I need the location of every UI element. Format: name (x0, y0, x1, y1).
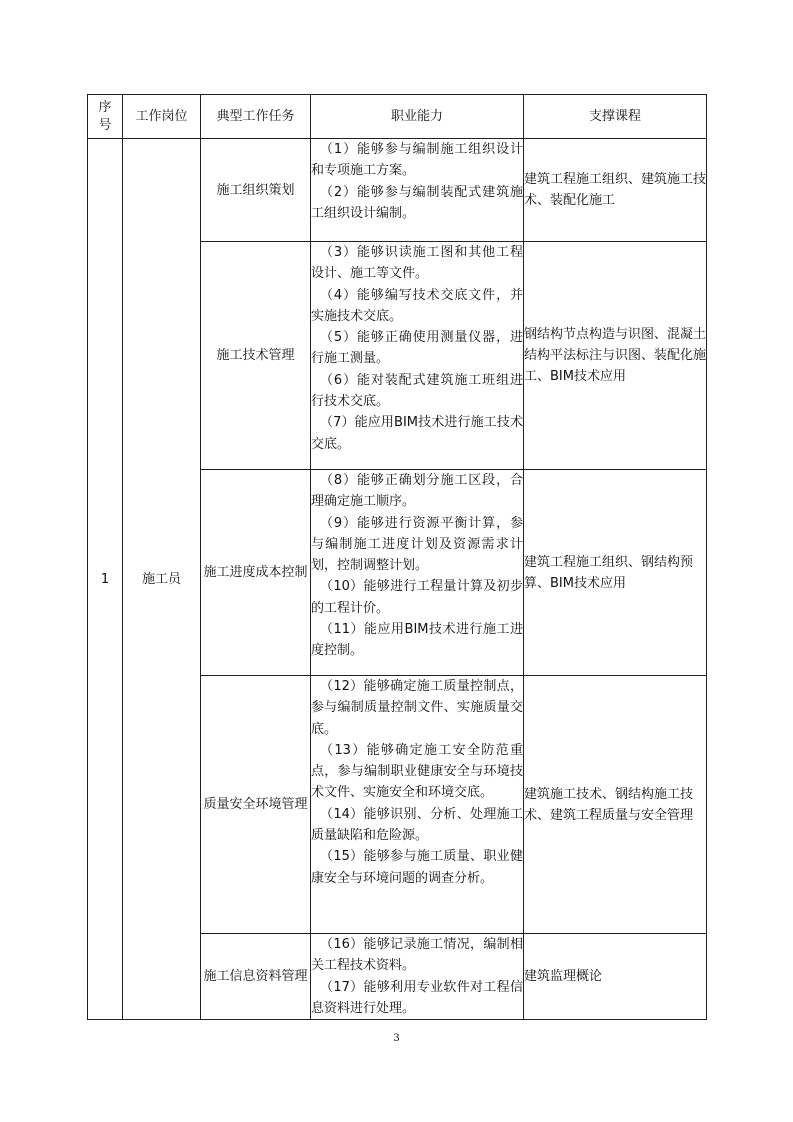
ability-item: （3）能够识读施工图和其他工程设计、施工等文件。 (311, 245, 523, 282)
ability-cell (311, 676, 524, 934)
ability-item: （4）能够编写技术交底文件，并实施技术交底。 (311, 287, 523, 324)
ability-item: （12）能够确定施工质量控制点，参与编制质量控制文件、实施质量交底。 (311, 679, 523, 737)
task-cell: 施工进度成本控制 (201, 470, 311, 676)
ability-item: （13）能够确定施工安全防范重点，参与编制职业健康安全与环境技术文件、实施安全和环境交底。 (311, 742, 523, 801)
ability-item: （16）能够记录施工情况，编制相关工程技术资料。 (311, 937, 523, 974)
header-ability: 职业能力 (311, 95, 524, 139)
ability-item: （5）能够正确使用测量仪器，进行施工测量。 (311, 330, 523, 367)
header-position: 工作岗位 (123, 95, 201, 139)
competency-table (87, 94, 707, 1020)
page-number: 3 (393, 1033, 400, 1044)
header-course: 支撑课程 (524, 95, 707, 139)
course-cell: 建筑工程施工组织、钢结构预算、BIM技术应用 (524, 470, 707, 676)
task-cell: 施工组织策划 (201, 139, 311, 242)
ability-item: （11）能应用BIM技术进行施工进度控制。 (311, 622, 523, 659)
header-serial-line-2: 号 (98, 117, 112, 133)
ability-cell (311, 470, 524, 676)
header-serial (88, 95, 123, 139)
ability-item: （1）能够参与编制施工组织设计和专项施工方案。 (311, 142, 523, 179)
table-row (88, 139, 707, 242)
task-cell: 质量安全环境管理 (201, 676, 311, 934)
ability-cell (311, 934, 524, 1020)
ability-item: （17）能够利用专业软件对工程信息资料进行处理。 (311, 979, 523, 1016)
header-row (88, 95, 707, 139)
serial-cell: 1 (88, 139, 123, 1020)
ability-item: （9）能够进行资源平衡计算，参与编制施工进度计划及资源需求计划，控制调整计划。 (311, 515, 523, 574)
ability-item: （2）能够参与编制装配式建筑施工组织设计编制。 (311, 184, 523, 221)
position-cell: 施工员 (123, 139, 201, 1020)
header-serial-line-1: 序 (98, 99, 112, 115)
ability-item: （15）能够参与施工质量、职业健康安全与环境问题的调查分析。 (311, 849, 523, 886)
ability-item: （7）能应用BIM技术进行施工技术交底。 (311, 415, 523, 452)
header-task: 典型工作任务 (201, 95, 311, 139)
course-cell: 建筑施工技术、钢结构施工技术、建筑工程质量与安全管理 (524, 676, 707, 934)
ability-item: （14）能够识别、分析、处理施工质量缺陷和危险源。 (311, 806, 523, 844)
course-cell: 建筑监理概论 (524, 934, 707, 1020)
course-cell: 钢结构节点构造与识图、混凝土结构平法标注与识图、装配化施工、BIM技术应用 (524, 242, 707, 470)
ability-item: （6）能对装配式建筑施工班组进行技术交底。 (311, 372, 523, 410)
task-cell: 施工信息资料管理 (201, 934, 311, 1020)
ability-cell (311, 242, 524, 470)
task-cell: 施工技术管理 (201, 242, 311, 470)
course-cell: 建筑工程施工组织、建筑施工技术、装配化施工 (524, 139, 707, 242)
ability-item: （10）能够进行工程量计算及初步的工程计价。 (311, 579, 523, 616)
ability-item: （8）能够正确划分施工区段，合理确定施工顺序。 (311, 473, 523, 510)
ability-cell (311, 139, 524, 242)
